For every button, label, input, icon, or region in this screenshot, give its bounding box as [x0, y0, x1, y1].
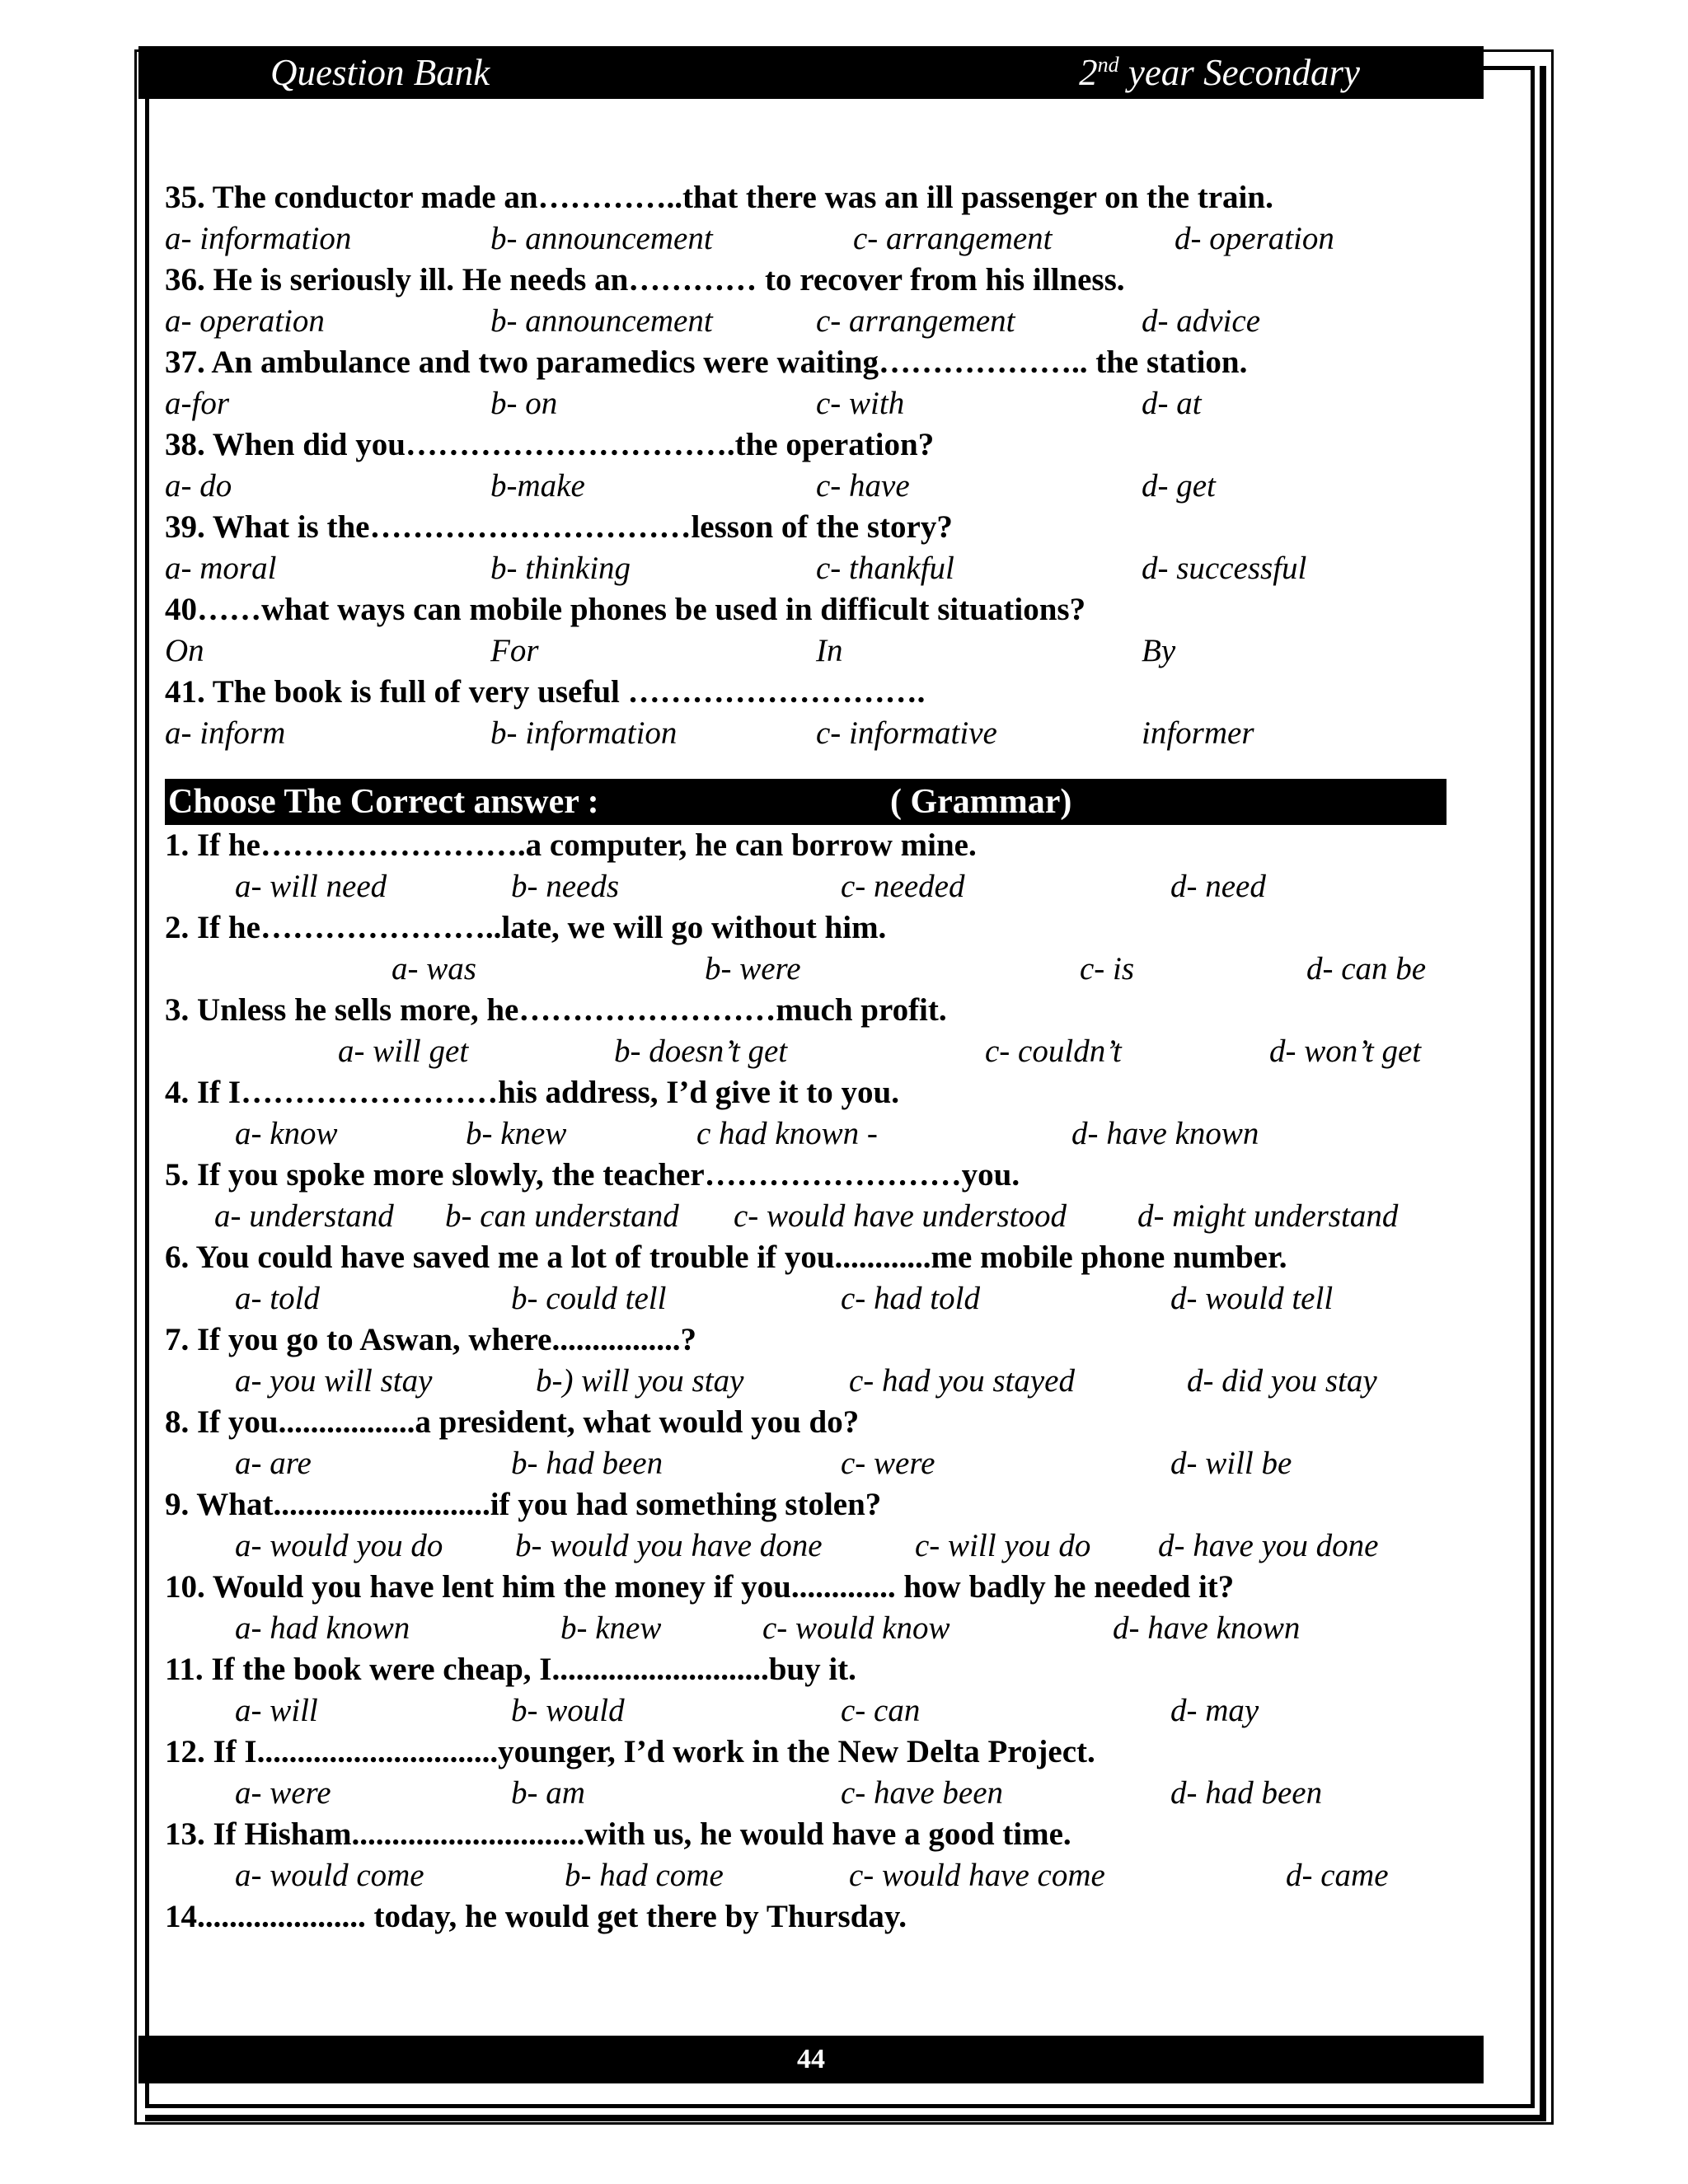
- answer-options: [165, 218, 1475, 260]
- question-text: 40……what ways can mobile phones be used in difficult situations?: [165, 592, 1086, 627]
- answer-option: d- might understand: [1137, 1198, 1399, 1234]
- page-frame-shadow-right: [1540, 66, 1546, 2120]
- answer-option: a-for: [165, 386, 229, 421]
- answer-options: [165, 1278, 1475, 1319]
- answer-option: a- would come: [235, 1858, 424, 1893]
- answer-options: [165, 1608, 1475, 1649]
- answer-option: c- arrangement: [853, 221, 1053, 256]
- answer-option: a- information: [165, 221, 352, 256]
- answer-option: d- get: [1142, 468, 1216, 504]
- answer-option: a- will: [235, 1693, 318, 1728]
- answer-option: c- had told: [841, 1281, 980, 1316]
- answer-option: b- would you have done: [515, 1528, 823, 1563]
- answer-option: a- do: [165, 468, 232, 504]
- page-frame-shadow-bottom: [145, 2115, 1546, 2121]
- answer-option: a- know: [235, 1116, 338, 1151]
- answer-option: b- announcement: [490, 303, 713, 339]
- question-text: 1. If he…………………….a computer, he can borrow mine.: [165, 827, 977, 863]
- header-bar: [138, 46, 1484, 99]
- question-text: 11. If the book were cheap, I...........................buy it.: [165, 1652, 856, 1687]
- answer-option: b-) will you stay: [536, 1363, 744, 1399]
- page-number: 44: [797, 2044, 825, 2074]
- answer-options: [165, 1196, 1475, 1237]
- answer-option: d- successful: [1142, 551, 1307, 586]
- answer-option: d- had been: [1170, 1775, 1323, 1811]
- question-text: 14..................... today, he would get there by Thursday.: [165, 1899, 907, 1934]
- answer-options: [165, 548, 1475, 589]
- answer-option: c- arrangement: [816, 303, 1015, 339]
- section-header-grammar: [165, 779, 1447, 825]
- question-text: 10. Would you have lent him the money if you............. how badly he needed it?: [165, 1569, 1235, 1605]
- answer-option: b- needs: [511, 869, 620, 904]
- answer-option: d- will be: [1170, 1446, 1292, 1481]
- answer-option: c- would have come: [849, 1858, 1105, 1893]
- answer-options: [165, 1855, 1475, 1896]
- answer-option: c- can: [841, 1693, 921, 1728]
- answer-options: [165, 1526, 1475, 1567]
- answer-option: a- was: [392, 951, 476, 987]
- answer-option: b- would: [511, 1693, 625, 1728]
- question-text: 39. What is the…………………………lesson of the story?: [165, 509, 953, 545]
- answer-option: d- at: [1142, 386, 1202, 421]
- answer-options: [165, 383, 1475, 424]
- answer-option: d- need: [1170, 869, 1266, 904]
- question-text: 3. Unless he sells more, he……………………much profit.: [165, 992, 947, 1028]
- answer-option: c- thankful: [816, 551, 954, 586]
- answer-option: For: [490, 633, 539, 668]
- answer-option: b- thinking: [490, 551, 631, 586]
- answer-option: c- informative: [816, 715, 997, 751]
- question-text: 12. If I..............................younger, I’d work in the New Delta Project.: [165, 1734, 1095, 1769]
- answer-options: [165, 466, 1475, 507]
- question-text: 13. If Hisham.............................with us, he would have a good time.: [165, 1816, 1071, 1852]
- answer-option: b- am: [511, 1775, 585, 1811]
- answer-option: b- could tell: [511, 1281, 667, 1316]
- answer-options: [165, 1031, 1475, 1072]
- vocab-questions: [165, 177, 1475, 754]
- answer-option: c- needed: [841, 869, 965, 904]
- answer-option: b- can understand: [445, 1198, 679, 1234]
- answer-option: b- had come: [565, 1858, 724, 1893]
- answer-option: a- were: [235, 1775, 331, 1811]
- question-text: 6. You could have saved me a lot of trouble if you............me mobile phone number.: [165, 1240, 1287, 1275]
- answer-option: d- have known: [1071, 1116, 1259, 1151]
- answer-option: b- were: [705, 951, 801, 987]
- section-tag: ( Grammar): [890, 783, 1072, 821]
- answer-option: c- is: [1080, 951, 1135, 987]
- answer-option: c- had you stayed: [849, 1363, 1075, 1399]
- question-text: 5. If you spoke more slowly, the teacher……………………you.: [165, 1157, 1020, 1193]
- answer-option: b- knew: [466, 1116, 567, 1151]
- answer-option: d- have you done: [1158, 1528, 1379, 1563]
- question-text: 7. If you go to Aswan, where................?: [165, 1322, 696, 1357]
- question-text: 4. If I……………………his address, I’d give it to you.: [165, 1075, 899, 1110]
- answer-option: c- would know: [762, 1610, 950, 1646]
- answer-option: By: [1142, 633, 1176, 668]
- question-text: 37. An ambulance and two paramedics were waiting……………….. the station.: [165, 344, 1248, 380]
- answer-option: d- won’t get: [1269, 1033, 1422, 1069]
- answer-option: a- would you do: [235, 1528, 443, 1563]
- answer-option: c- have been: [841, 1775, 1004, 1811]
- grammar-questions: [165, 825, 1475, 1938]
- answer-options: [165, 949, 1475, 990]
- answer-option: a- understand: [214, 1198, 394, 1234]
- question-text: 35. The conductor made an…………..that there was an ill passenger on the train.: [165, 180, 1273, 215]
- answer-options: [165, 1361, 1475, 1402]
- answer-options: [165, 866, 1475, 907]
- question-text: 38. When did you………………………….the operation?: [165, 427, 935, 462]
- question-text: 2. If he…………………..late, we will go without him.: [165, 910, 887, 945]
- question-text: 41. The book is full of very useful ……………………….: [165, 674, 926, 710]
- answer-option: informer: [1142, 715, 1254, 751]
- answer-option: c- have: [816, 468, 910, 504]
- answer-option: b- knew: [560, 1610, 662, 1646]
- footer-bar: [138, 2036, 1484, 2083]
- answer-option: b-make: [490, 468, 585, 504]
- answer-option: d- came: [1286, 1858, 1389, 1893]
- answer-option: d- can be: [1306, 951, 1427, 987]
- question-text: 36. He is seriously ill. He needs an………… to recover from his illness.: [165, 262, 1125, 298]
- answer-option: b- doesn’t get: [614, 1033, 788, 1069]
- answer-option: d- would tell: [1170, 1281, 1334, 1316]
- answer-options: [165, 713, 1475, 754]
- question-text: 8. If you.................a president, what would you do?: [165, 1404, 860, 1440]
- header-title: Question Bank: [270, 52, 490, 93]
- answer-options: [165, 1113, 1475, 1155]
- answer-option: a- will need: [235, 869, 387, 904]
- answer-option: b- information: [490, 715, 678, 751]
- answer-option: c had known -: [696, 1116, 878, 1151]
- answer-option: b- had been: [511, 1446, 663, 1481]
- answer-options: [165, 301, 1475, 342]
- answer-option: d- have known: [1113, 1610, 1301, 1646]
- answer-option: a- will get: [338, 1033, 469, 1069]
- answer-option: c- will you do: [915, 1528, 1091, 1563]
- section-title: Choose The Correct answer :: [168, 783, 599, 821]
- question-content: [165, 177, 1475, 1938]
- answer-option: a- told: [235, 1281, 320, 1316]
- answer-options: [165, 1690, 1475, 1732]
- answer-option: a- are: [235, 1446, 312, 1481]
- answer-option: a- operation: [165, 303, 325, 339]
- answer-option: On: [165, 633, 204, 668]
- answer-option: c- couldn’t: [985, 1033, 1122, 1069]
- answer-option: c- with: [816, 386, 905, 421]
- answer-option: c- would have understood: [734, 1198, 1067, 1234]
- answer-option: In: [816, 633, 843, 668]
- answer-option: a- had known: [235, 1610, 410, 1646]
- answer-option: d- operation: [1175, 221, 1334, 256]
- answer-option: c- were: [841, 1446, 935, 1481]
- answer-option: a- inform: [165, 715, 286, 751]
- answer-option: d- did you stay: [1187, 1363, 1377, 1399]
- answer-options: [165, 630, 1475, 672]
- answer-options: [165, 1773, 1475, 1814]
- question-text: 9. What...........................if you had something stolen?: [165, 1487, 882, 1522]
- answer-options: [165, 1443, 1475, 1484]
- answer-option: d- advice: [1142, 303, 1261, 339]
- answer-option: d- may: [1170, 1693, 1259, 1728]
- header-grade: 2nd year Secondary: [1079, 52, 1360, 93]
- answer-option: a- moral: [165, 551, 277, 586]
- answer-option: b- announcement: [490, 221, 713, 256]
- answer-option: a- you will stay: [235, 1363, 433, 1399]
- answer-option: b- on: [490, 386, 558, 421]
